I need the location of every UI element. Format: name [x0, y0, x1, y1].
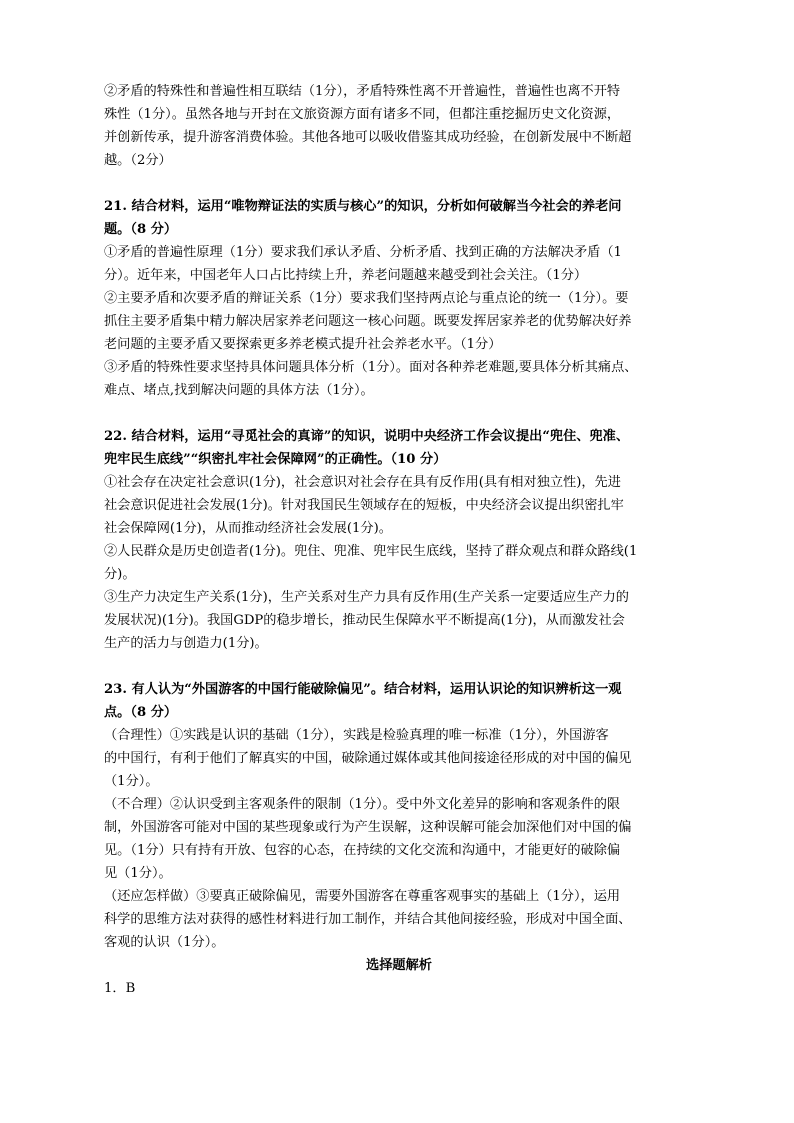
text-line: ②人民群众是历史创造者(1分)。兜住、兜准、兜牢民生底线，坚持了群众观点和群众路线(1: [104, 544, 638, 559]
text-line: 制，外国游客可能对中国的某些现象或行为产生误解，这种误解可能会加深他们对中国的偏: [104, 820, 632, 835]
question-21: [104, 195, 694, 402]
text-line: ②矛盾的特殊性和普遍性相互联结（1分），矛盾特殊性离不开普遍性，普遍性也离不开特: [104, 84, 621, 99]
text-line: （1分）。: [104, 774, 159, 789]
spacer: [104, 172, 694, 195]
text-line: 分）。近年来，中国老年人口占比持续上升，养老问题越来越受到社会关注。（1分）: [104, 268, 588, 283]
question-21-title: 题。（8 分）: [104, 222, 178, 237]
text-line: 难点、堵点,找到解决问题的具体方法（1分）。: [104, 383, 374, 398]
choice-section: [104, 954, 694, 1000]
question-23-title: 23. 有人认为“外国游客的中国行能破除偏见”。结合材料，运用认识论的知识辨析这一观: [104, 682, 622, 697]
text-line: 抓住主要矛盾集中精力解决居家养老问题这一核心问题。既要发挥居家养老的优势解决好养: [104, 314, 632, 329]
text-line: ③生产力决定生产关系(1分)，生产关系对生产力具有反作用(生产关系一定要适应生产力的: [104, 590, 629, 605]
text-line: 科学的思维方法对获得的感性材料进行加工制作，并结合其他间接经验，形成对中国全面、: [104, 912, 632, 927]
text-line: 社会意识促进社会发展(1分)。针对我国民生领域存在的短板，中央经济会议提出织密扎牢: [104, 498, 624, 513]
choice-answer-1: 1．B: [104, 981, 136, 996]
answer-document: [104, 80, 694, 1000]
choice-section-heading: 选择题解析: [366, 958, 432, 973]
text-line: 殊性（1分）。虽然各地与开封在文旅资源方面有诸多不同，但都注重挖掘历史文化资源，: [104, 107, 621, 122]
question-21-title: 21. 结合材料，运用“唯物辩证法的实质与核心”的知识，分析如何破解当今社会的养老问: [104, 199, 622, 214]
text-line: 见（1分）。: [104, 866, 172, 881]
text-line: （还应怎样做）③要真正破除偏见，需要外国游客在尊重客观事实的基础上（1分），运用: [104, 889, 621, 904]
question-23: [104, 678, 694, 954]
text-line: ①社会存在决定社会意识(1分)，社会意识对社会存在具有反作用(具有相对独立性)，先进: [104, 475, 621, 490]
spacer: [104, 402, 694, 425]
text-line: ③矛盾的特殊性要求坚持具体问题具体分析（1分）。面对各种养老难题,要具体分析其痛点、: [104, 360, 638, 375]
text-line: 生产的活力与创造力(1分)。: [104, 636, 268, 651]
section-20-tail: [104, 80, 694, 172]
text-line: （不合理）②认识受到主客观条件的限制（1分）。受中外文化差异的影响和客观条件的限: [104, 797, 621, 812]
question-22-title: 兜牢民生底线”“织密扎牢社会保障网”的正确性。（10 分）: [104, 452, 447, 467]
text-line: 并创新传承，提升游客消费体验。其他各地可以吸收借鉴其成功经验，在创新发展中不断超: [104, 130, 632, 145]
text-line: 老问题的主要矛盾又要探索更多养老模式提升社会养老水平。（1分）: [104, 337, 502, 352]
spacer: [104, 655, 694, 678]
text-line: 的中国行，有利于他们了解真实的中国，破除通过媒体或其他间接途径形成的对中国的偏见: [104, 751, 632, 766]
text-line: 见。（1分）只有持有开放、包容的心态，在持续的文化交流和沟通中，才能更好的破除偏: [104, 843, 621, 858]
text-line: 发展状况)(1分)。我国GDP的稳步增长，推动民生保障水平不断提高(1分)，从而激发社会: [104, 613, 625, 628]
text-line: ②主要矛盾和次要矛盾的辩证关系（1分）要求我们坚持两点论与重点论的统一（1分）。要: [104, 291, 629, 306]
text-line: ①矛盾的普遍性原理（1分）要求我们承认矛盾、分析矛盾、找到正确的方法解决矛盾（1: [104, 245, 622, 260]
text-line: 客观的认识（1分）。: [104, 935, 225, 950]
text-line: 越。（2分）: [104, 153, 172, 168]
question-22-title: 22. 结合材料，运用“寻觅社会的真谛”的知识，说明中央经济工作会议提出“兜住、兜准、: [104, 429, 630, 444]
text-line: 社会保障网(1分)，从而推动经济社会发展(1分)。: [104, 521, 392, 536]
question-23-title: 点。（8 分）: [104, 705, 178, 720]
text-line: 分)。: [104, 567, 136, 582]
question-22: [104, 425, 694, 655]
text-line: （合理性）①实践是认识的基础（1分），实践是检验真理的唯一标准（1分），外国游客: [104, 728, 609, 743]
